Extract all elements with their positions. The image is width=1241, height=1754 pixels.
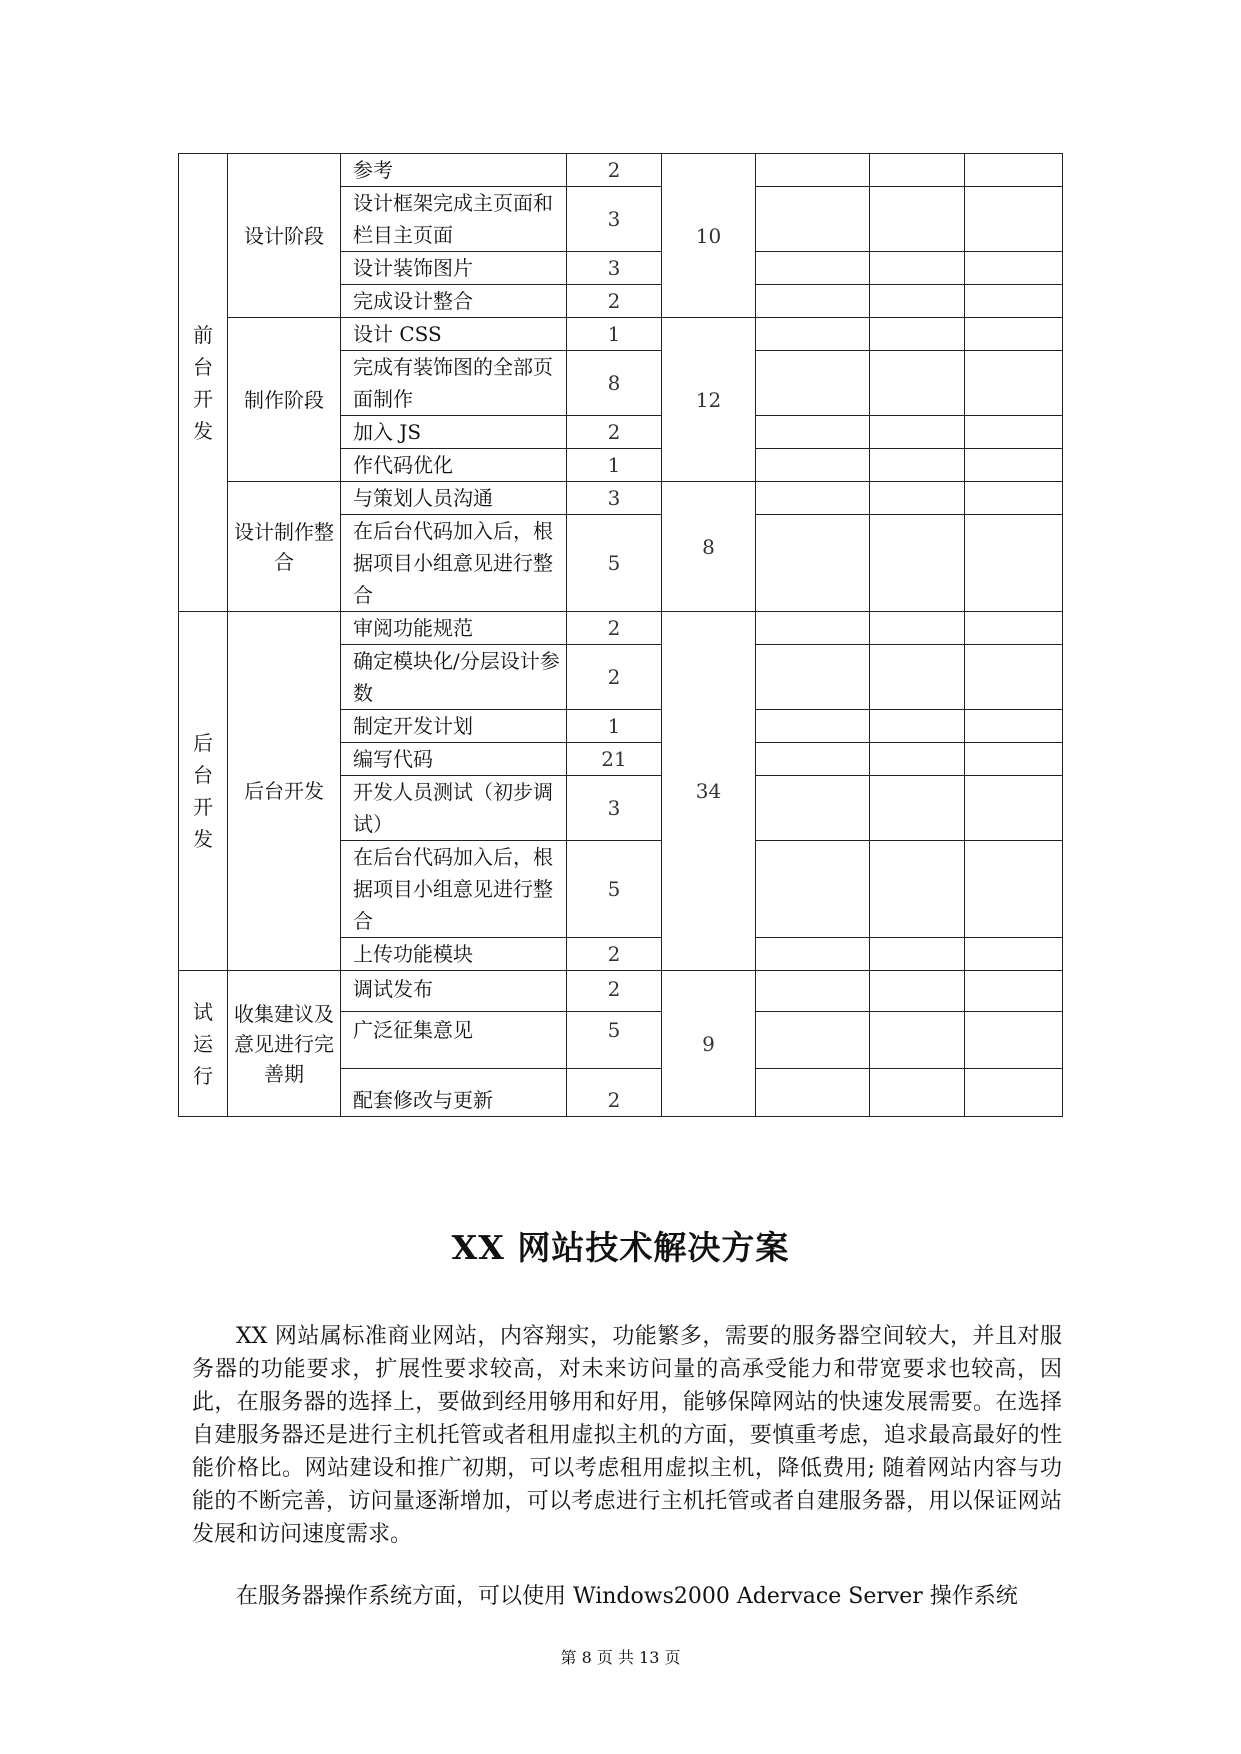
task-name-cell: 调试发布 (341, 971, 567, 1012)
phase-cell (179, 612, 228, 971)
empty-cell (870, 482, 965, 515)
empty-cell (756, 416, 870, 449)
empty-cell (965, 1012, 1063, 1069)
task-days-cell: 3 (567, 252, 662, 285)
empty-cell (965, 252, 1063, 285)
empty-cell (756, 971, 870, 1012)
empty-cell (756, 1012, 870, 1069)
empty-cell (756, 645, 870, 710)
task-name-cell: 完成设计整合 (341, 285, 567, 318)
empty-cell (870, 187, 965, 252)
task-name-cell: 广泛征集意见 (341, 1012, 567, 1069)
empty-cell (756, 710, 870, 743)
empty-cell (965, 482, 1063, 515)
task-days-cell: 3 (567, 187, 662, 252)
stage-total-cell: 12 (662, 318, 756, 482)
empty-cell (965, 154, 1063, 187)
empty-cell (965, 318, 1063, 351)
paragraph-server-choice: XX 网站属标准商业网站，内容翔实，功能繁多，需要的服务器空间较大，并且对服务器的功能要求，扩展性要求较高，对未来访问量的高承受能力和带宽要求也较高，因此，在服务器的选择上，要做到经用够用和好用，能够保障网站的快速发展需要。在选择自建服务器还是进行主机托管或者租用虚拟主机的方面，要慎重考虑，追求最高最好的性能价格比。网站建设和推广初期，可以考虑租用虚拟主机，降低费用; 随着网站内容与功能的不断完善，访问量逐渐增加，可以考虑进行主机托管或者自建服务器，用以保证网站发展和访问速度需求。 (192, 1324, 1062, 1547)
phase-label: 试运行 (193, 999, 213, 1088)
task-days-cell: 1 (567, 449, 662, 482)
empty-cell (756, 351, 870, 416)
stage-total-cell: 9 (662, 971, 756, 1117)
empty-cell (756, 743, 870, 776)
empty-cell (870, 515, 965, 612)
empty-cell (870, 971, 965, 1012)
empty-cell (756, 154, 870, 187)
empty-cell (870, 645, 965, 710)
stage-name-cell: 制作阶段 (228, 318, 341, 482)
task-days-cell: 1 (567, 318, 662, 351)
task-days-cell: 1 (567, 710, 662, 743)
task-days-cell: 8 (567, 351, 662, 416)
task-days-cell: 2 (567, 612, 662, 645)
empty-cell (870, 1012, 965, 1069)
task-days-cell: 5 (567, 841, 662, 938)
empty-cell (756, 938, 870, 971)
task-name-cell: 参考 (341, 154, 567, 187)
empty-cell (870, 154, 965, 187)
empty-cell (756, 841, 870, 938)
task-name-cell: 在后台代码加入后，根据项目小组意见进行整合 (341, 515, 567, 612)
empty-cell (965, 515, 1063, 612)
empty-cell (756, 482, 870, 515)
task-name-cell: 确定模块化/分层设计参数 (341, 645, 567, 710)
task-name-cell: 设计 CSS (341, 318, 567, 351)
stage-name-cell: 设计制作整合 (228, 482, 341, 612)
empty-cell (965, 971, 1063, 1012)
task-name-cell: 加入 JS (341, 416, 567, 449)
task-name-cell: 审阅功能规范 (341, 612, 567, 645)
task-days-cell: 2 (567, 285, 662, 318)
empty-cell (965, 416, 1063, 449)
empty-cell (870, 743, 965, 776)
task-name-cell: 在后台代码加入后，根据项目小组意见进行整合 (341, 841, 567, 938)
empty-cell (870, 252, 965, 285)
empty-cell (756, 449, 870, 482)
stage-total-cell: 10 (662, 154, 756, 318)
empty-cell (965, 938, 1063, 971)
task-days-cell: 3 (567, 482, 662, 515)
task-name-cell: 开发人员测试（初步调试） (341, 776, 567, 841)
empty-cell (965, 776, 1063, 841)
task-days-cell: 21 (567, 743, 662, 776)
phase-cell (179, 971, 228, 1117)
task-name-cell: 设计装饰图片 (341, 252, 567, 285)
empty-cell (870, 710, 965, 743)
table-row (179, 482, 1063, 515)
task-days-cell: 2 (567, 154, 662, 187)
stage-name-cell: 收集建议及意见进行完善期 (228, 971, 341, 1117)
empty-cell (756, 515, 870, 612)
empty-cell (870, 416, 965, 449)
task-name-cell: 配套修改与更新 (341, 1069, 567, 1117)
empty-cell (870, 318, 965, 351)
task-name-cell: 上传功能模块 (341, 938, 567, 971)
task-days-cell: 5 (567, 1012, 662, 1069)
schedule-table (178, 153, 1063, 1117)
empty-cell (965, 351, 1063, 416)
empty-cell (965, 645, 1063, 710)
task-days-cell: 2 (567, 645, 662, 710)
stage-total-cell: 8 (662, 482, 756, 612)
empty-cell (870, 612, 965, 645)
empty-cell (870, 776, 965, 841)
task-name-cell: 完成有装饰图的全部页面制作 (341, 351, 567, 416)
phase-cell (179, 154, 228, 612)
stage-name-cell: 后台开发 (228, 612, 341, 971)
empty-cell (965, 612, 1063, 645)
empty-cell (965, 743, 1063, 776)
phase-label: 前台开发 (193, 322, 213, 443)
empty-cell (870, 351, 965, 416)
task-name-cell: 作代码优化 (341, 449, 567, 482)
stage-name-cell: 设计阶段 (228, 154, 341, 318)
empty-cell (965, 449, 1063, 482)
task-days-cell: 2 (567, 1069, 662, 1117)
page-footer: 第 8 页 共 13 页 (560, 1648, 681, 1667)
empty-cell (756, 187, 870, 252)
stage-total-cell: 34 (662, 612, 756, 971)
table-row (179, 971, 1063, 1012)
empty-cell (870, 1069, 965, 1117)
task-days-cell: 2 (567, 416, 662, 449)
empty-cell (965, 710, 1063, 743)
table-row (179, 318, 1063, 351)
schedule-table-body (179, 154, 1063, 1117)
phase-label: 后台开发 (193, 731, 213, 851)
empty-cell (870, 938, 965, 971)
task-days-cell: 3 (567, 776, 662, 841)
empty-cell (870, 449, 965, 482)
empty-cell (756, 1069, 870, 1117)
empty-cell (756, 776, 870, 841)
task-days-cell: 2 (567, 971, 662, 1012)
task-name-cell: 制定开发计划 (341, 710, 567, 743)
paragraph-os: 在服务器操作系统方面，可以使用 Windows2000 Adervace Server 操作系统 (236, 1584, 1018, 1609)
empty-cell (756, 285, 870, 318)
empty-cell (756, 318, 870, 351)
task-name-cell: 与策划人员沟通 (341, 482, 567, 515)
empty-cell (756, 252, 870, 285)
task-days-cell: 5 (567, 515, 662, 612)
task-name-cell: 设计框架完成主页面和栏目主页面 (341, 187, 567, 252)
empty-cell (756, 612, 870, 645)
table-row (179, 154, 1063, 187)
empty-cell (870, 841, 965, 938)
task-name-cell: 编写代码 (341, 743, 567, 776)
empty-cell (965, 1069, 1063, 1117)
empty-cell (965, 187, 1063, 252)
empty-cell (870, 285, 965, 318)
empty-cell (965, 285, 1063, 318)
empty-cell (965, 841, 1063, 938)
section-heading: XX 网站技术解决方案 (451, 1228, 790, 1267)
task-days-cell: 2 (567, 938, 662, 971)
table-row (179, 612, 1063, 645)
